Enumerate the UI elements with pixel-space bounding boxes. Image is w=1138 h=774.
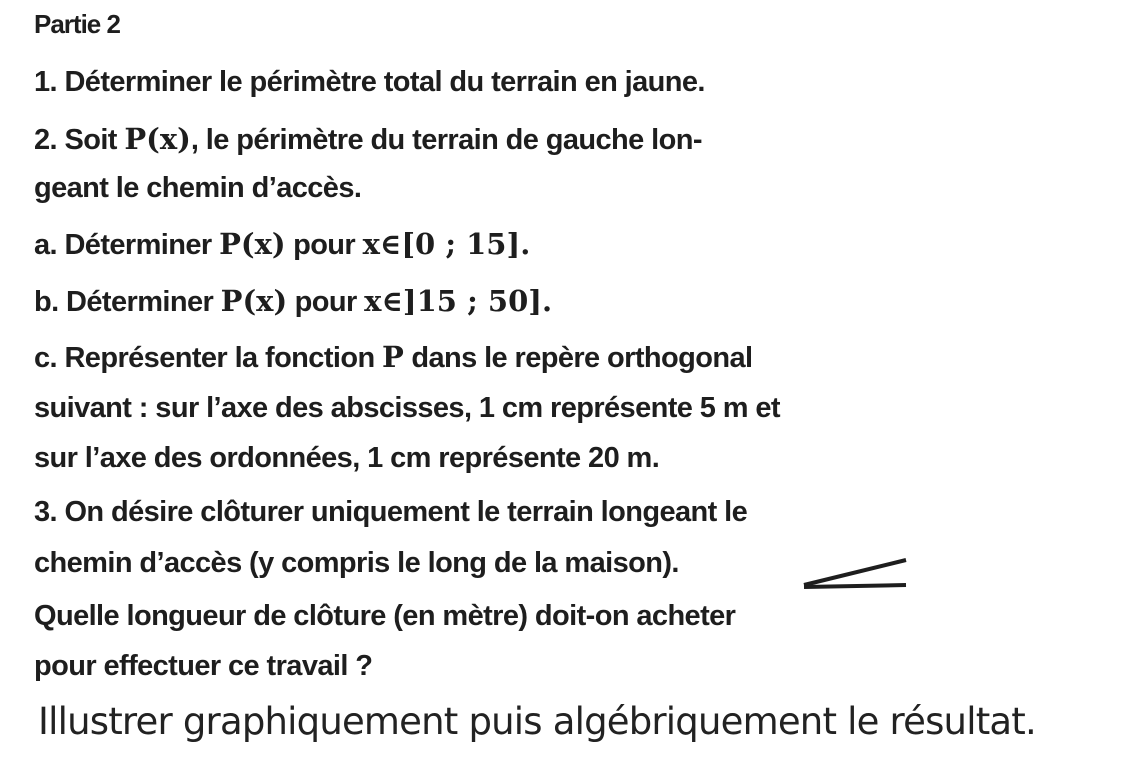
question-2c-post: dans le repère orthogonal [411, 342, 753, 374]
question-2c-pre: Représenter la fonction [64, 342, 375, 374]
question-3-number: 3. [34, 496, 57, 528]
diagram-line-upper [804, 560, 906, 585]
question-2 [34, 121, 702, 158]
question-1-number: 1. [34, 66, 57, 98]
question-2c-line-3: sur l’axe des ordonnées, 1 cm représente 20 m. [34, 442, 660, 474]
question-2b-mid: pour [294, 286, 357, 318]
question-2-pre: Soit [64, 124, 117, 156]
question-2b-pre: Déterminer [66, 286, 214, 318]
question-2c-letter: c. [34, 342, 57, 374]
interval-0-15: x∈[0 ; 15]. [362, 227, 531, 261]
section-heading: Partie 2 [34, 9, 120, 39]
interval-15-50: x∈]15 ; 50]. [364, 284, 553, 318]
question-2c-line-2: suivant : sur l’axe des abscisses, 1 cm représente 5 m et [34, 392, 780, 424]
function-p-of-x: P(x) [219, 227, 286, 261]
question-3 [34, 494, 747, 530]
footer-instruction: Illustrer graphiquement puis algébriquement le résultat. [38, 700, 1036, 743]
question-2a-mid: pour [293, 229, 356, 261]
function-p-of-x: P(x) [220, 284, 288, 318]
question-1-text: Déterminer le périmètre total du terrain en jaune. [64, 66, 705, 98]
question-2a-letter: a. [34, 229, 57, 261]
question-3-line-2: chemin d’accès (y compris le long de la maison). [34, 547, 679, 579]
question-2-post: , le périmètre du terrain de gauche lon- [190, 124, 702, 156]
question-3-line-1: On désire clôturer uniquement le terrain longeant le [64, 496, 748, 528]
question-3-line-4: pour effectuer ce travail ? [34, 650, 373, 682]
question-2b-letter: b. [34, 286, 59, 318]
question-2-continuation: geant le chemin d’accès. [34, 172, 362, 204]
question-2-number: 2. [34, 124, 57, 156]
question-2a-pre: Déterminer [64, 229, 212, 261]
question-3-line-3: Quelle longueur de clôture (en mètre) doit-on acheter [34, 600, 736, 632]
cropped-edge [906, 330, 1138, 650]
diagram-line-lower [804, 585, 906, 587]
question-2b [34, 283, 552, 320]
function-p: P [382, 340, 404, 374]
function-p-of-x: P(x) [124, 122, 191, 156]
question-2c [34, 339, 752, 376]
diagram-fragment [800, 555, 910, 595]
question-2a [34, 226, 530, 263]
question-1 [34, 64, 705, 100]
